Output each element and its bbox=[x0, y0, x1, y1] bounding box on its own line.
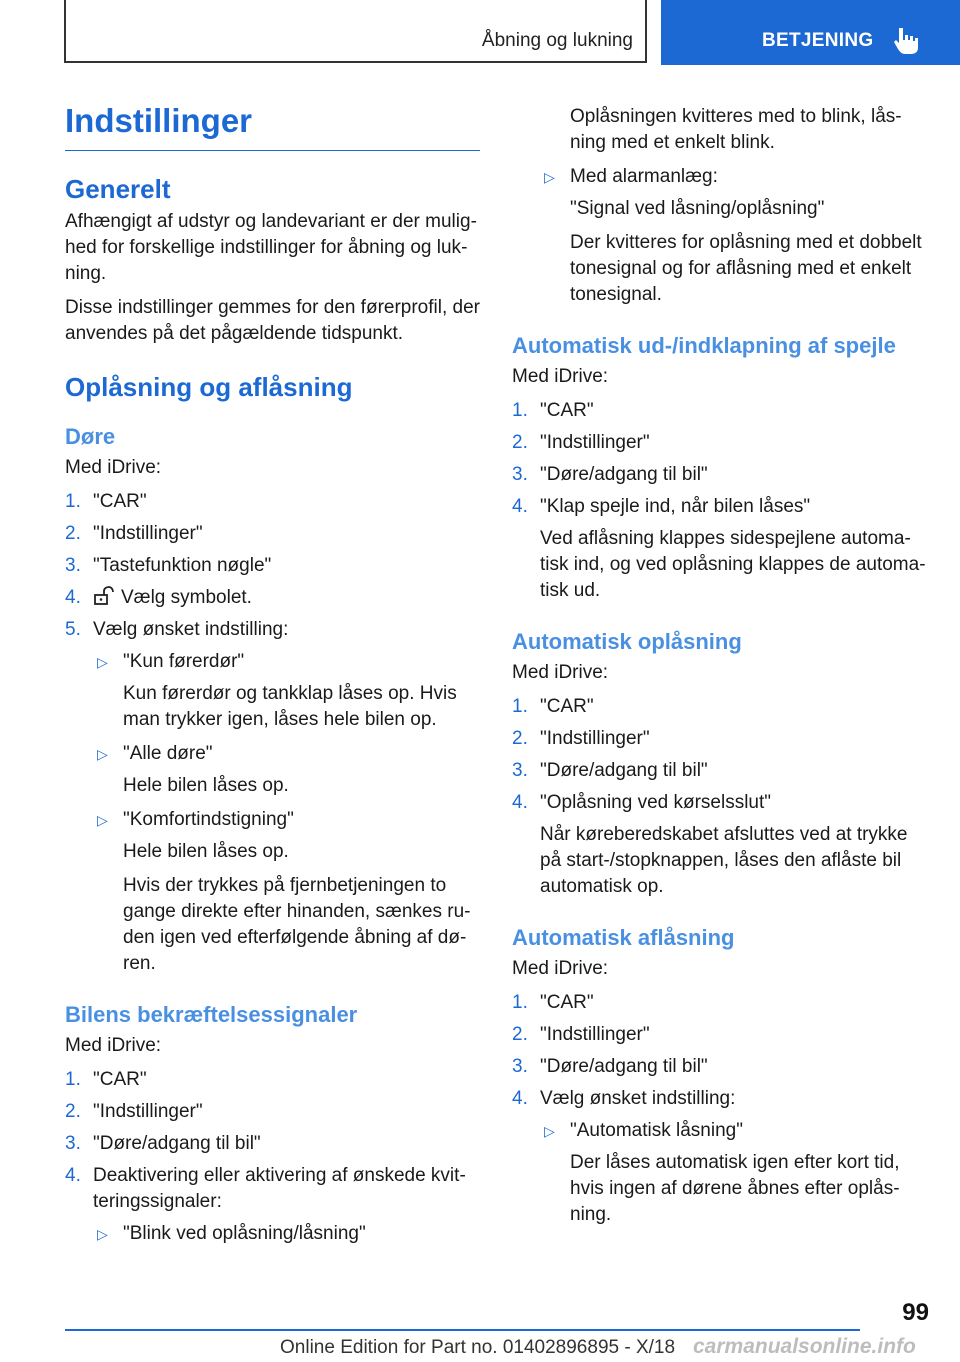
option-item: ▷ "Kun førerdør" Kun førerdør og tankklap låses op. Hvis man trykker igen, låses hele bilen op. bbox=[97, 651, 457, 730]
page-title: Indstillinger bbox=[65, 100, 480, 151]
list-item: 4. "Klap spejle ind, når bilen låses" Ved aflåsning klappes sidespejlene automatisk ind, og ved oplåsning klappes de automatisk ud. bbox=[512, 496, 926, 601]
list-item: 1. "CAR" bbox=[512, 696, 594, 717]
footer-divider bbox=[65, 1329, 860, 1331]
list-item: 3. "Døre/adgang til bil" bbox=[65, 1133, 261, 1154]
list-item: 2. "Indstillinger" bbox=[65, 523, 203, 544]
list-item: 2. "Indstillinger" bbox=[512, 728, 650, 749]
list-item: 4. Vælg ønsket indstilling: ▷ "Automatisk låsning" Der låses automatisk igen efter kort tid, hvis ingen af dørene åbnes efter oplåsning. bbox=[512, 1086, 930, 1228]
page-number: 99 bbox=[902, 1299, 929, 1326]
list-item: 3. "Tastefunktion nøgle" bbox=[65, 555, 272, 576]
heading-generelt: Generelt bbox=[65, 174, 171, 204]
option-item: ▷ "Automatisk låsning" Der låses automatisk igen efter kort tid, hvis ingen af dørene åbnes efter oplåsning. bbox=[544, 1120, 900, 1225]
list-item: 4. Vælg symbolet. bbox=[65, 587, 252, 608]
auto-op-steps bbox=[512, 694, 930, 900]
edition-text: Online Edition for Part no. 01402896895 - X/18 bbox=[280, 1337, 676, 1358]
option-item: ▷ "Komfortindstigning" Hele bilen låses op. Hvis der trykkes på fjernbetjeningen to gange direkte efter hinanden, sænkes ruden igen ved efterfølgende åbning af døren. bbox=[97, 809, 471, 974]
heading-spejle: Automatisk ud-/indklapning af spejle bbox=[512, 333, 896, 358]
heading-oplaasning: Oplåsning og aflåsning bbox=[65, 372, 353, 402]
option-item: ▷ "Blink ved oplåsning/låsning" bbox=[93, 1221, 480, 1247]
list-item: 5. Vælg ønsket indstilling: ▷ "Kun førerdør" Kun førerdør og tankklap låses op. Hvis man trykker igen, låses hele bilen op. ▷ "Alle døre" Hele bilen låses op. ▷ "Komfortindstigning" Hele bilen låses op. Hvis der trykkes på fjernbetjeningen to gange direkte efter hinanden, sænkes ruden igen ved efterfølgende åbning af døren. bbox=[65, 617, 480, 977]
triangle-bullet-icon: ▷ bbox=[544, 169, 555, 185]
auto-af-options bbox=[540, 1118, 930, 1228]
list-item: 2. "Indstillinger" bbox=[65, 1101, 203, 1122]
doere-steps bbox=[65, 489, 480, 977]
chapter-tab bbox=[661, 0, 960, 65]
auto-op-intro: Med iDrive: bbox=[512, 662, 609, 683]
auto-af-intro: Med iDrive: bbox=[512, 958, 609, 979]
right-column bbox=[512, 104, 930, 1236]
triangle-bullet-icon: ▷ bbox=[97, 746, 108, 762]
signaler-options bbox=[93, 1221, 480, 1247]
triangle-bullet-icon: ▷ bbox=[97, 1226, 108, 1242]
list-item: 1. "CAR" bbox=[65, 491, 147, 512]
auto-af-steps bbox=[512, 990, 930, 1228]
triangle-bullet-icon: ▷ bbox=[97, 812, 108, 828]
unlock-icon bbox=[93, 586, 115, 606]
hand-pointer-icon bbox=[893, 26, 921, 56]
section-label: Åbning og lukning bbox=[481, 30, 633, 51]
heading-auto-aflaasning: Automatisk aflåsning bbox=[512, 925, 735, 950]
spejle-steps bbox=[512, 398, 930, 604]
list-item: 1. "CAR" bbox=[512, 400, 594, 421]
generelt-paragraph-2: Disse indstillinger gemmes for den førerprofil, der anvendes på det pågældende tidspunkt. bbox=[65, 297, 480, 344]
alarm-options bbox=[540, 164, 930, 308]
heading-auto-oplaasning: Automatisk oplåsning bbox=[512, 629, 742, 654]
option-item: ▷ "Alle døre" Hele bilen låses op. bbox=[97, 743, 289, 796]
doere-intro: Med iDrive: bbox=[65, 457, 162, 478]
page-header bbox=[0, 0, 960, 66]
list-item: 1. "CAR" bbox=[512, 992, 594, 1013]
chapter-label: BETJENING bbox=[762, 30, 874, 51]
list-item: 3. "Døre/adgang til bil" bbox=[512, 760, 708, 781]
doere-options bbox=[93, 649, 480, 977]
signaler-steps bbox=[65, 1067, 480, 1247]
spejle-intro: Med iDrive: bbox=[512, 366, 609, 387]
list-item: 2. "Indstillinger" bbox=[512, 1024, 650, 1045]
left-column bbox=[65, 100, 480, 1253]
generelt-paragraph-1: Afhængigt af udstyr og landevariant er der mulighed for forskellige indstillinger for åbning og lukning. bbox=[65, 211, 477, 284]
list-item: 3. "Døre/adgang til bil" bbox=[512, 464, 708, 485]
section-tab bbox=[64, 0, 647, 63]
triangle-bullet-icon: ▷ bbox=[544, 1123, 555, 1139]
list-item: 4. "Oplåsning ved kørselsslut" Når køreberedskabet afsluttes ved at trykke på start-/stopknappen, låses den aflåste bil automatisk op. bbox=[512, 792, 908, 897]
list-item: 2. "Indstillinger" bbox=[512, 432, 650, 453]
heading-signaler: Bilens bekræftelsessignaler bbox=[65, 1002, 358, 1027]
blink-description: Oplåsningen kvitteres med to blink, låsning med et enkelt blink. bbox=[570, 106, 902, 153]
watermark: carmanualsonline.info bbox=[693, 1335, 916, 1358]
heading-doere: Døre bbox=[65, 424, 116, 449]
list-item: 4. Deaktivering eller aktivering af ønskede kvitteringssignaler: ▷ "Blink ved oplåsning/låsning" bbox=[65, 1163, 480, 1247]
signaler-intro: Med iDrive: bbox=[65, 1035, 162, 1056]
triangle-bullet-icon: ▷ bbox=[97, 654, 108, 670]
option-item: ▷ Med alarmanlæg: "Signal ved låsning/oplåsning" Der kvitteres for oplåsning med et dobbelt tonesignal og for aflåsning med et enkelt tonesignal. bbox=[544, 166, 922, 305]
list-item: 3. "Døre/adgang til bil" bbox=[512, 1056, 708, 1077]
list-item: 1. "CAR" bbox=[65, 1069, 147, 1090]
